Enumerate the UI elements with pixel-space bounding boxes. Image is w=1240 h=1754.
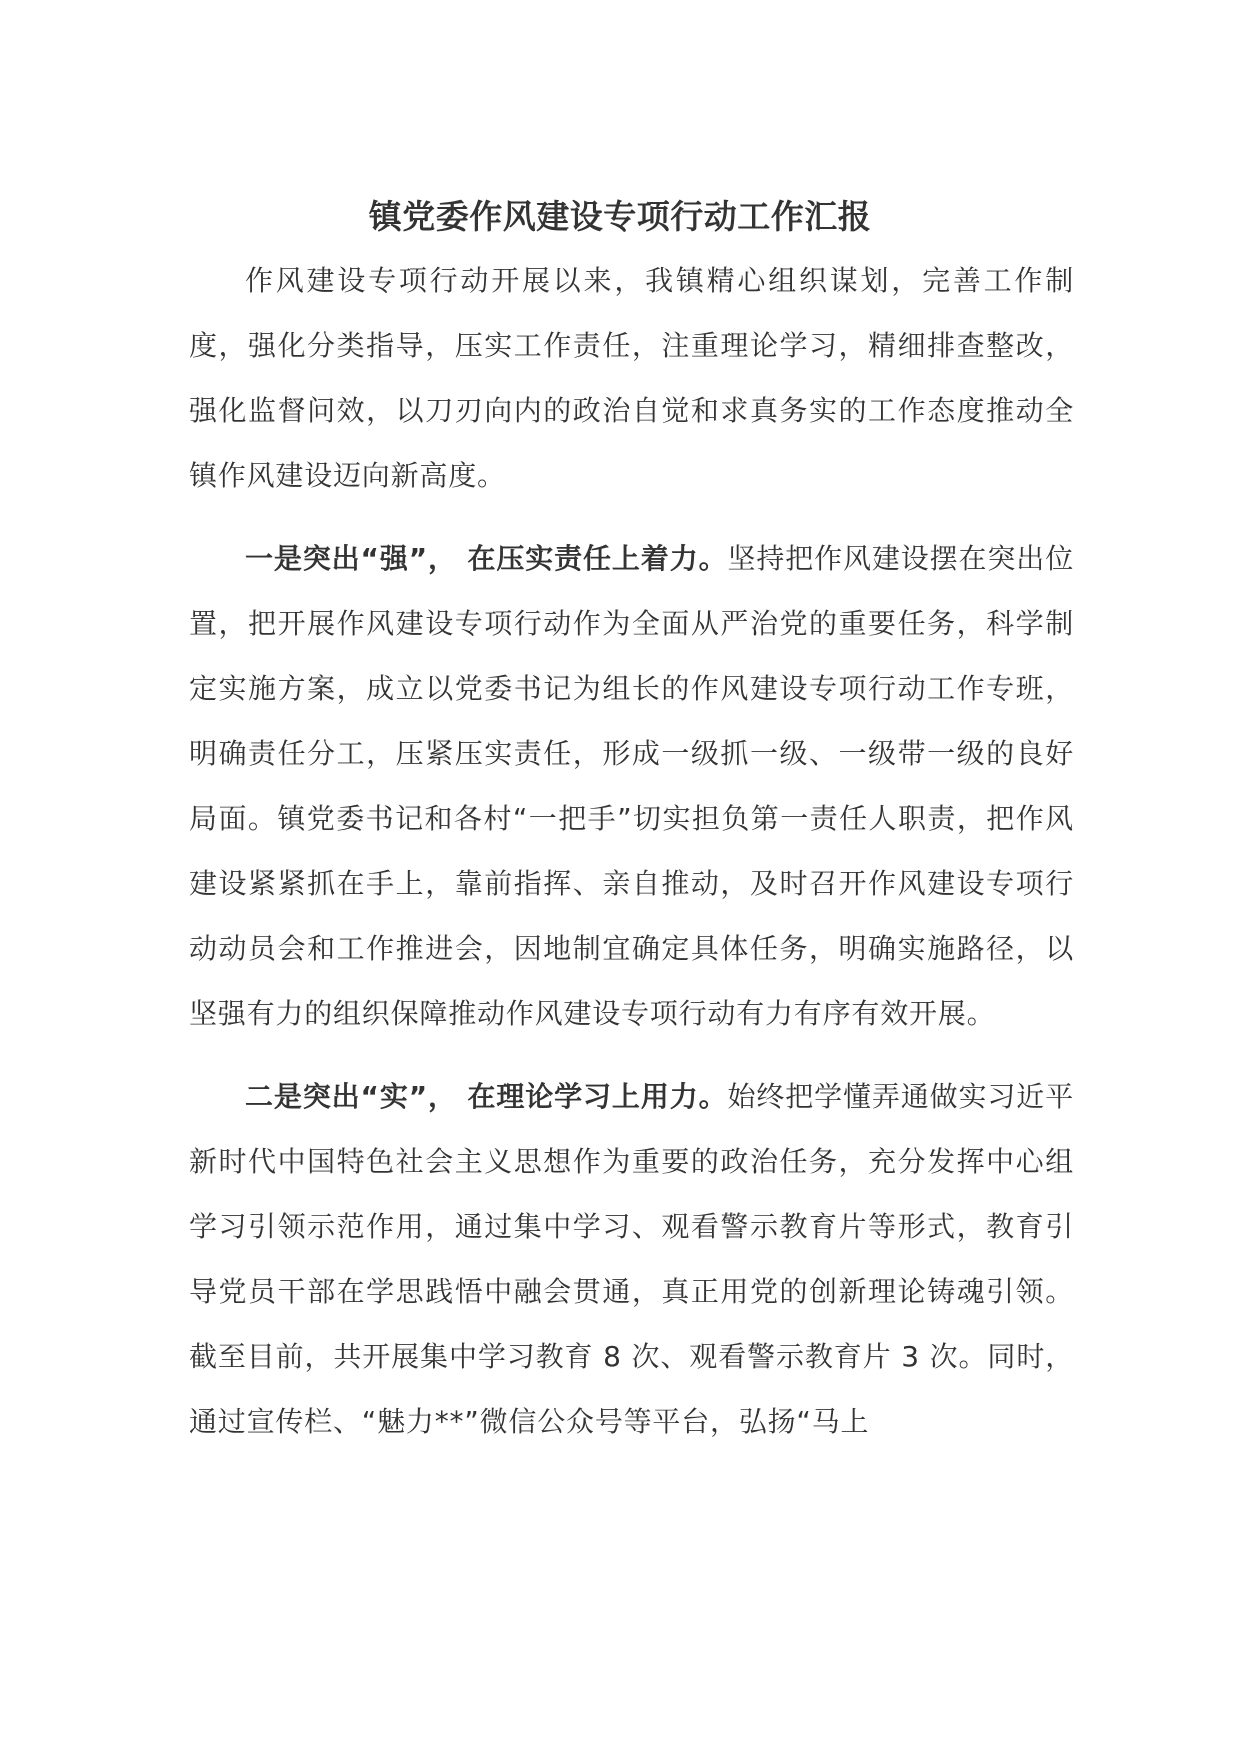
section-paragraph-1 — [189, 526, 1074, 1046]
intro-paragraph: 作风建设专项行动开展以来，我镇精心组织谋划，完善工作制度，强化分类指导，压实工作责任，注重理论学习，精细排查整改，强化监督问效，以刀刃向内的政治自觉和求真务实的工作态度推动全镇作风建设迈向新高度。 — [189, 264, 1074, 492]
section-text-1: 坚持把作风建设摆在突出位置，把开展作风建设专项行动作为全面从严治党的重要任务，科学制定实施方案，成立以党委书记为组长的作风建设专项行动工作专班，明确责任分工，压紧压实责任，形成一级抓一级、一级带一级的良好局面。镇党委书记和各村“一把手”切实担负第一责任人职责，把作风建设紧紧抓在手上，靠前指挥、亲自推动，及时召开作风建设专项行动动员会和工作推进会，因地制宜确定具体任务，明确实施路径，以坚强有力的组织保障推动作风建设专项行动有力有序有效开展。 — [189, 542, 1074, 1030]
section-lead-1: 一是突出“强”， 在压实责任上着力。 — [245, 542, 728, 575]
section-paragraph-2 — [189, 1064, 1074, 1454]
document-body — [189, 248, 1074, 1454]
document-title: 镇党委作风建设专项行动工作汇报 — [368, 197, 872, 237]
section-text-2: 始终把学懂弄通做实习近平新时代中国特色社会主义思想作为重要的政治任务，充分发挥中心组学习引领示范作用，通过集中学习、观看警示教育片等形式，教育引导党员干部在学思践悟中融会贯通，真正用党的创新理论铸魂引领。截至目前，共开展集中学习教育 8 次、观看警示教育片 3 次。同时，通过宣传栏、“魅力**”微信公众号等平台，弘扬“马上 — [189, 1080, 1074, 1438]
section-lead-2: 二是突出“实”， 在理论学习上用力。 — [245, 1080, 728, 1113]
